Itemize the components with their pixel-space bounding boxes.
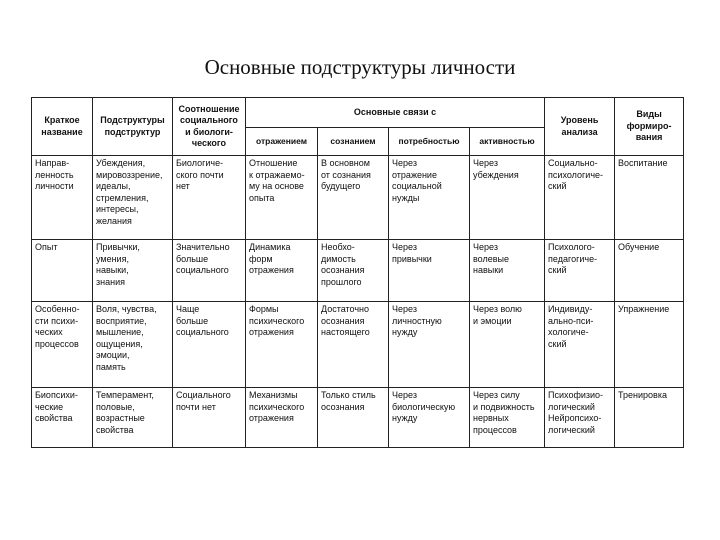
cell-forms: Обучение: [615, 240, 684, 302]
cell-need: Через личностную нужду: [389, 302, 470, 388]
cell-consciousness: Необхо- димость осознания прошлого: [318, 240, 389, 302]
cell-reflection: Динамика форм отражения: [246, 240, 318, 302]
header-consciousness: сознанием: [318, 128, 389, 156]
cell-substructures: Воля, чувства, восприятие, мышление, ощущения, эмоции, память: [93, 302, 173, 388]
personality-substructures-table: [31, 97, 684, 448]
cell-level: Психофизио- логический Нейропсихо- логический: [545, 388, 615, 448]
header-activity: активностью: [470, 128, 545, 156]
header-social-biological-ratio: Соотношение социального и биологи- ческого: [173, 98, 246, 156]
table-row: [32, 388, 684, 448]
cell-forms: Тренировка: [615, 388, 684, 448]
cell-ratio: Значительно больше социального: [173, 240, 246, 302]
cell-ratio: Социального почти нет: [173, 388, 246, 448]
cell-activity: Через силу и подвижность нервных процессов: [470, 388, 545, 448]
cell-activity: Через убеждения: [470, 156, 545, 240]
cell-forms: Воспитание: [615, 156, 684, 240]
cell-level: Психолого- педагогиче- ский: [545, 240, 615, 302]
table-row: [32, 302, 684, 388]
cell-activity: Через волю и эмоции: [470, 302, 545, 388]
cell-substructures: Темперамент, половые, возрастные свойства: [93, 388, 173, 448]
cell-level: Индивиду- ально-пси- хологиче- ский: [545, 302, 615, 388]
cell-consciousness: Достаточно осознания настоящего: [318, 302, 389, 388]
cell-need: Через отражение социальной нужды: [389, 156, 470, 240]
cell-ratio: Чаще больше социального: [173, 302, 246, 388]
cell-short-name: Биопсихи- ческие свойства: [32, 388, 93, 448]
cell-short-name: Особенно- сти психи- ческих процессов: [32, 302, 93, 388]
cell-consciousness: В основном от сознания будущего: [318, 156, 389, 240]
cell-ratio: Биологиче- ского почти нет: [173, 156, 246, 240]
cell-reflection: Механизмы психического отражения: [246, 388, 318, 448]
cell-activity: Через волевые навыки: [470, 240, 545, 302]
cell-need: Через биологическую нужду: [389, 388, 470, 448]
header-need: потребностью: [389, 128, 470, 156]
cell-substructures: Привычки, умения, навыки, знания: [93, 240, 173, 302]
cell-need: Через привычки: [389, 240, 470, 302]
header-short-name: Краткое название: [32, 98, 93, 156]
header-analysis-level: Уровень анализа: [545, 98, 615, 156]
page-title: Основные подструктуры личности: [204, 55, 516, 79]
cell-reflection: Отношение к отражаемо- му на основе опыта: [246, 156, 318, 240]
cell-level: Социально- психологиче- ский: [545, 156, 615, 240]
header-formation-types: Виды формиро- вания: [615, 98, 684, 156]
cell-forms: Упражнение: [615, 302, 684, 388]
cell-short-name: Опыт: [32, 240, 93, 302]
header-reflection: отражением: [246, 128, 318, 156]
table-row: [32, 156, 684, 240]
header-row-1: [32, 98, 684, 128]
cell-substructures: Убеждения, мировоззрение, идеалы, стремления, интересы, желания: [93, 156, 173, 240]
cell-reflection: Формы психического отражения: [246, 302, 318, 388]
table-row: [32, 240, 684, 302]
header-substructures: Подструктуры подструктур: [93, 98, 173, 156]
cell-short-name: Направ- ленность личности: [32, 156, 93, 240]
cell-consciousness: Только стиль осознания: [318, 388, 389, 448]
header-main-connections: Основные связи с: [246, 98, 545, 128]
